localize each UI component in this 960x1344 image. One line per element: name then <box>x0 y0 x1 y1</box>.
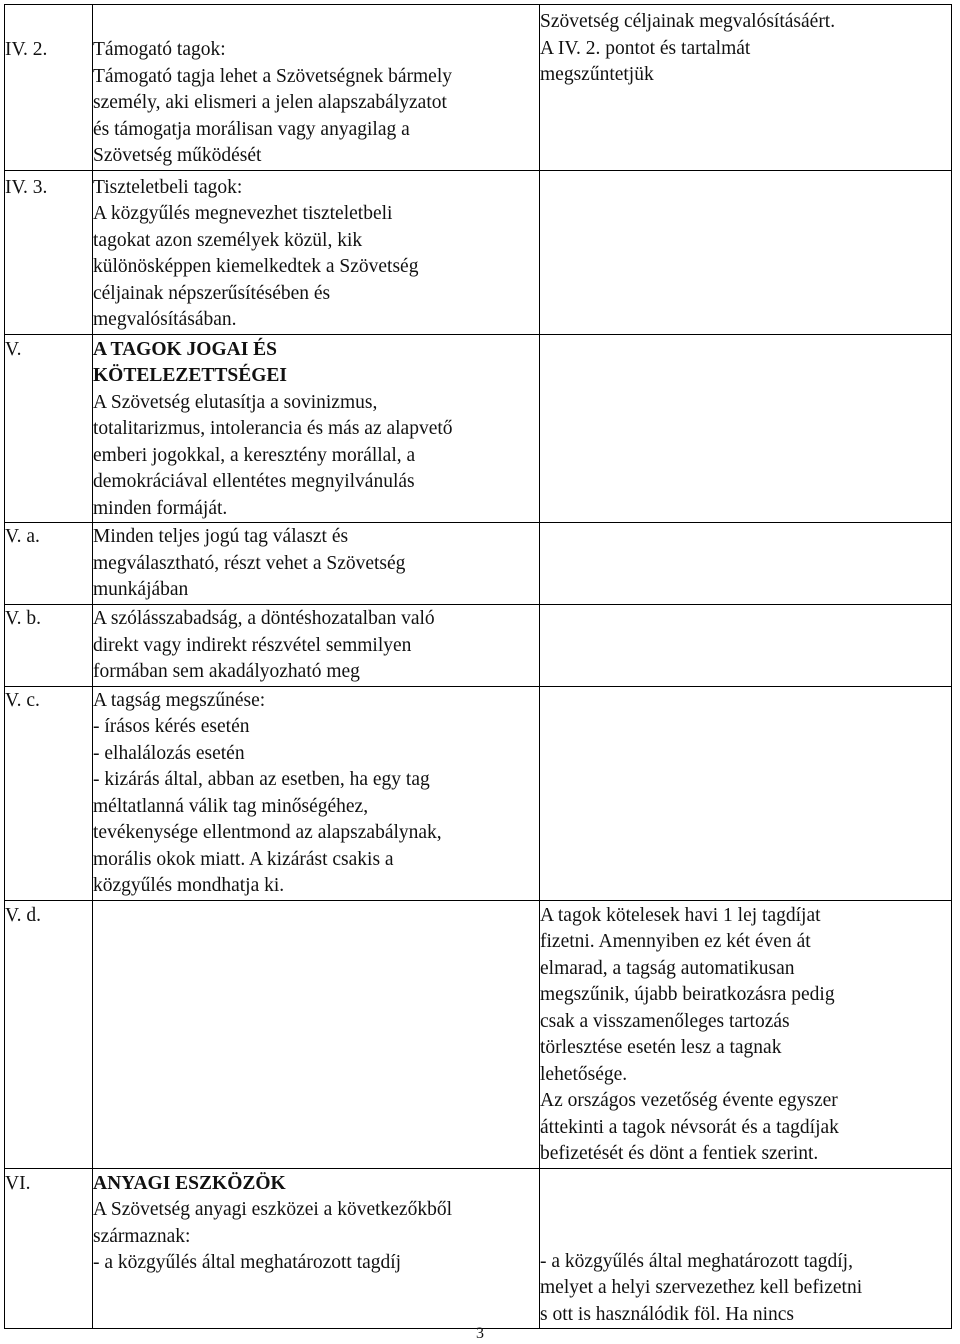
amendment-cell <box>540 523 952 605</box>
text-line: Támogató tagja lehet a Szövetségnek bármely <box>93 65 452 87</box>
text-line: Az országos vezetőség évente egyszer <box>540 1090 838 1111</box>
section-number-text: IV. 3. <box>5 176 48 198</box>
section-text-cell <box>93 334 540 523</box>
table-row <box>5 5 952 171</box>
amendment-cell <box>540 900 952 1168</box>
page-number: 3 <box>476 1325 484 1342</box>
text-line: - írásos kérés esetén <box>93 716 250 737</box>
section-text-cell <box>93 605 540 687</box>
text-line: tevékenysége ellentmond az alapszabálynak, <box>93 822 442 843</box>
section-text-cell <box>93 170 540 334</box>
section-number-text: V. c. <box>5 689 40 711</box>
amendment-cell <box>540 686 952 900</box>
text-line: - a közgyűlés által meghatározott tagdíj, <box>540 1250 853 1272</box>
text-line: direkt vagy indirekt részvétel semmilyen <box>93 634 412 656</box>
text-line: A közgyűlés megnevezhet tiszteletbeli <box>93 203 393 224</box>
section-number <box>5 686 93 900</box>
section-text-cell <box>93 1168 540 1329</box>
section-number <box>5 1168 93 1329</box>
text-line: céljainak népszerűsítésében és <box>93 282 331 304</box>
text-line: törlesztése esetén lesz a tagnak <box>540 1037 782 1058</box>
text-line: minden formáját. <box>93 497 228 519</box>
text-line: - a közgyűlés által meghatározott tagdíj <box>93 1252 402 1273</box>
text-line: elmarad, a tagság automatikusan <box>540 957 795 979</box>
section-number-text: V. b. <box>5 608 41 629</box>
text-line: morális okok miatt. A kizárást csakis a <box>93 848 394 870</box>
text-line: emberi jogokkal, a keresztény morállal, a <box>93 444 416 466</box>
section-heading: KÖTELEZETTSÉGEI <box>93 365 288 386</box>
text-line: munkájában <box>93 579 189 600</box>
section-number-text: V. a. <box>5 526 40 547</box>
text-line: A tagok kötelesek havi 1 lej tagdíjat <box>540 904 821 926</box>
section-number-text: V. <box>5 338 22 360</box>
text-line: méltatlanná válik tag minőségéhez, <box>93 795 369 817</box>
text-line: tagokat azon személyek közül, kik <box>93 229 363 251</box>
text-line: befizetését és dönt a fentiek szerint. <box>540 1143 819 1164</box>
text-line: Szövetség működését <box>93 145 262 166</box>
text-line: csak a visszamenőleges tartozás <box>540 1010 790 1032</box>
text-line: megszűntetjük <box>540 64 654 85</box>
text-line: származnak: <box>93 1225 191 1247</box>
section-number <box>5 170 93 334</box>
text-line: megválasztható, részt vehet a Szövetség <box>93 552 406 574</box>
text-line: - kizárás által, abban az esetben, ha egy tag <box>93 769 430 790</box>
text-line: A tagság megszűnése: <box>93 689 266 711</box>
text-line: közgyűlés mondhatja ki. <box>93 875 285 896</box>
section-number-text: V. d. <box>5 904 41 926</box>
text-line: totalitarizmus, intolerancia és más az alapvető <box>93 418 453 439</box>
section-title: Tiszteletbeli tagok: <box>93 176 243 198</box>
text-line: megszűnik, újabb beiratkozásra pedig <box>540 984 835 1005</box>
section-number <box>5 523 93 605</box>
amendment-cell <box>540 5 952 171</box>
text-line: s ott is használódik föl. Ha nincs <box>540 1303 795 1325</box>
table-row <box>5 1168 952 1329</box>
amendment-cell <box>540 170 952 334</box>
text-line: lehetősége. <box>540 1063 628 1085</box>
text-line: fizetni. Amennyiben ez két éven át <box>540 931 811 952</box>
text-line: A IV. 2. pontot és tartalmát <box>540 37 751 59</box>
table-row <box>5 170 952 334</box>
table-row <box>5 900 952 1168</box>
text-line: különösképpen kiemelkedtek a Szövetség <box>93 256 419 277</box>
text-line: A szólásszabadság, a döntéshozatalban való <box>93 608 435 629</box>
text-line: melyet a helyi szervezethez kell befizetni <box>540 1277 863 1298</box>
text-line: formában sem akadályozható meg <box>93 661 360 682</box>
table-row <box>5 523 952 605</box>
section-heading: A TAGOK JOGAI ÉS <box>93 338 278 360</box>
section-number-text: IV. 2. <box>5 39 48 60</box>
amendment-cell <box>540 1168 952 1329</box>
text-line: személy, aki elismeri a jelen alapszabályzatot <box>93 92 447 113</box>
text-line: Szövetség céljainak megvalósításáért. <box>540 11 836 32</box>
section-number <box>5 605 93 687</box>
text-line: megvalósításában. <box>93 309 237 330</box>
table-row <box>5 334 952 523</box>
table-row <box>5 686 952 900</box>
text-line: és támogatja morálisan vagy anyagilag a <box>93 118 410 140</box>
section-heading: ANYAGI ESZKÖZÖK <box>93 1172 286 1194</box>
text-line: demokráciával ellentétes megnyilvánulás <box>93 471 415 492</box>
section-title: Támogató tagok: <box>93 39 226 60</box>
table-row <box>5 605 952 687</box>
text-line: A Szövetség anyagi eszközei a következőkből <box>93 1199 453 1220</box>
amendment-cell <box>540 334 952 523</box>
text-line: Minden teljes jogú tag választ és <box>93 526 349 547</box>
text-line: áttekinti a tagok névsorát és a tagdíjak <box>540 1116 839 1138</box>
section-text-cell <box>93 686 540 900</box>
section-number <box>5 334 93 523</box>
section-text-cell <box>93 900 540 1168</box>
amendment-cell <box>540 605 952 687</box>
section-text-cell <box>93 523 540 605</box>
section-number-text: VI. <box>5 1172 31 1194</box>
section-number <box>5 900 93 1168</box>
text-line: - elhalálozás esetén <box>93 742 245 764</box>
text-line: A Szövetség elutasítja a sovinizmus, <box>93 391 378 413</box>
statute-amendment-table <box>4 4 952 1329</box>
section-number <box>5 5 93 171</box>
section-text-cell <box>93 5 540 171</box>
